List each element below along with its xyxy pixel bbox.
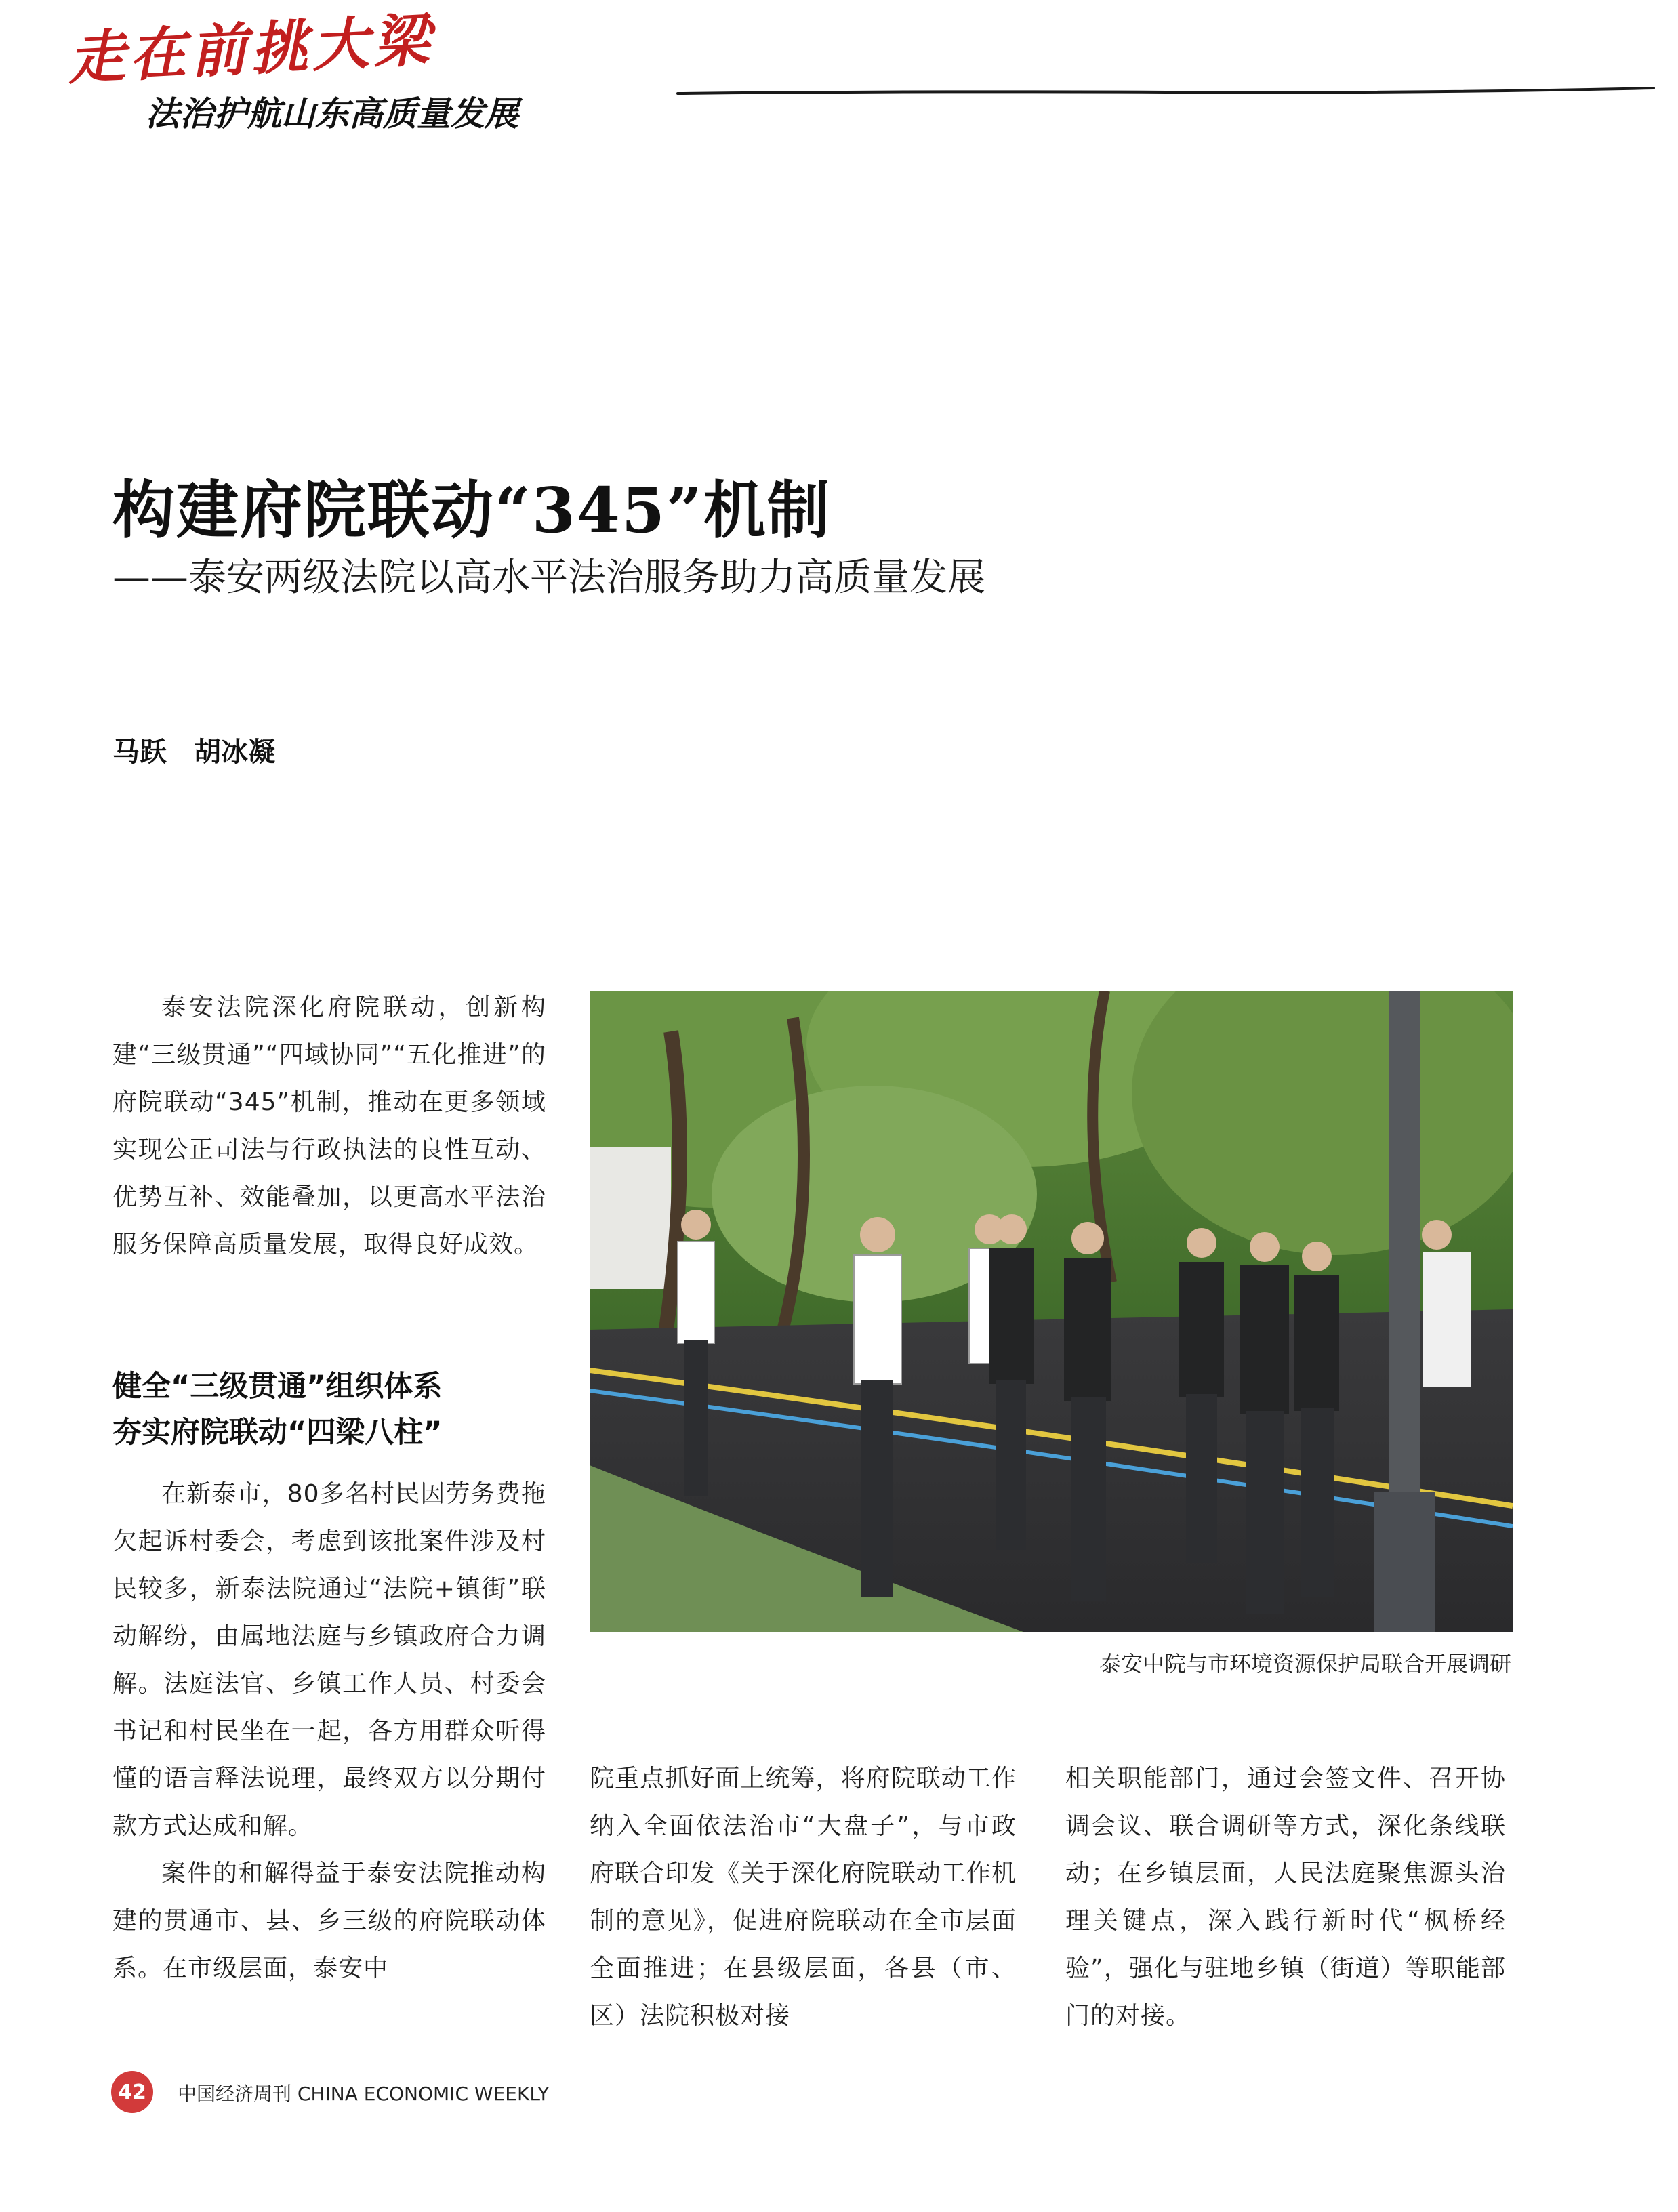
page-number: 42: [111, 2071, 153, 2113]
magazine-name: 中国经济周刊 CHINA ECONOMIC WEEKLY: [178, 2083, 550, 2105]
header-divider: [678, 79, 1654, 106]
section-subtitle: 法治护航山东高质量发展: [146, 94, 518, 134]
section-title: 走在前挑大梁: [66, 5, 436, 92]
intro-text: 泰安法院深化府院联动，创新构建“三级贯通”“四域协同”“五化推进”的府院联动“345”机制，推动在更多领域实现公正司法与行政执法的良性互动、优势互补、效能叠加，以更高水平法治服务保障高质量发展，取得良好成效。: [112, 994, 546, 1258]
section-heading-line1: 健全“三级贯通”组织体系: [112, 1370, 443, 1404]
article-authors: 马跃 胡冰凝: [112, 737, 275, 768]
body-column-2: [590, 1755, 1017, 2067]
photo-caption: 泰安中院与市环境资源保护局联合开展调研: [1099, 1651, 1511, 1677]
body-column-1: [112, 1471, 546, 2067]
section-heading-line2: 夯实府院联动“四梁八柱”: [112, 1416, 443, 1450]
body-paragraph-2: 案件的和解得益于泰安法院推动构建的贯通市、县、乡三级的府院联动体系。在市级层面，泰安中: [112, 1860, 546, 1982]
section-heading: [112, 1364, 587, 1472]
body-column-3: [1065, 1755, 1506, 2067]
news-photo: [590, 991, 1513, 1632]
intro-paragraph: [112, 984, 546, 1323]
body-column-2-text: 院重点抓好面上统筹，将府院联动工作纳入全面依法治市“大盘子”，与市政府联合印发《关于深化府院联动工作机制的意见》，促进府院联动在全市层面全面推进；在县级层面，各县（市、区）法院积极对接: [590, 1765, 1017, 2030]
body-paragraph-1: 在新泰市，80多名村民因劳务费拖欠起诉村委会，考虑到该批案件涉及村民较多，新泰法院通过“法院+镇街”联动解纷，由属地法庭与乡镇政府合力调解。法庭法官、乡镇工作人员、村委会书记和村民坐在一起，各方用群众听得懂的语言释法说理，最终双方以分期付款方式达成和解。: [112, 1480, 546, 1840]
article-title: 构建府院联动“345”机制: [112, 474, 831, 547]
article-subtitle: ——泰安两级法院以高水平法治服务助力高质量发展: [112, 556, 985, 600]
body-column-3-text: 相关职能部门，通过会签文件、召开协调会议、联合调研等方式，深化条线联动；在乡镇层面，人民法庭聚焦源头治理关键点，深入践行新时代“枫桥经验”，强化与驻地乡镇（街道）等职能部门的对接。: [1065, 1765, 1506, 2030]
